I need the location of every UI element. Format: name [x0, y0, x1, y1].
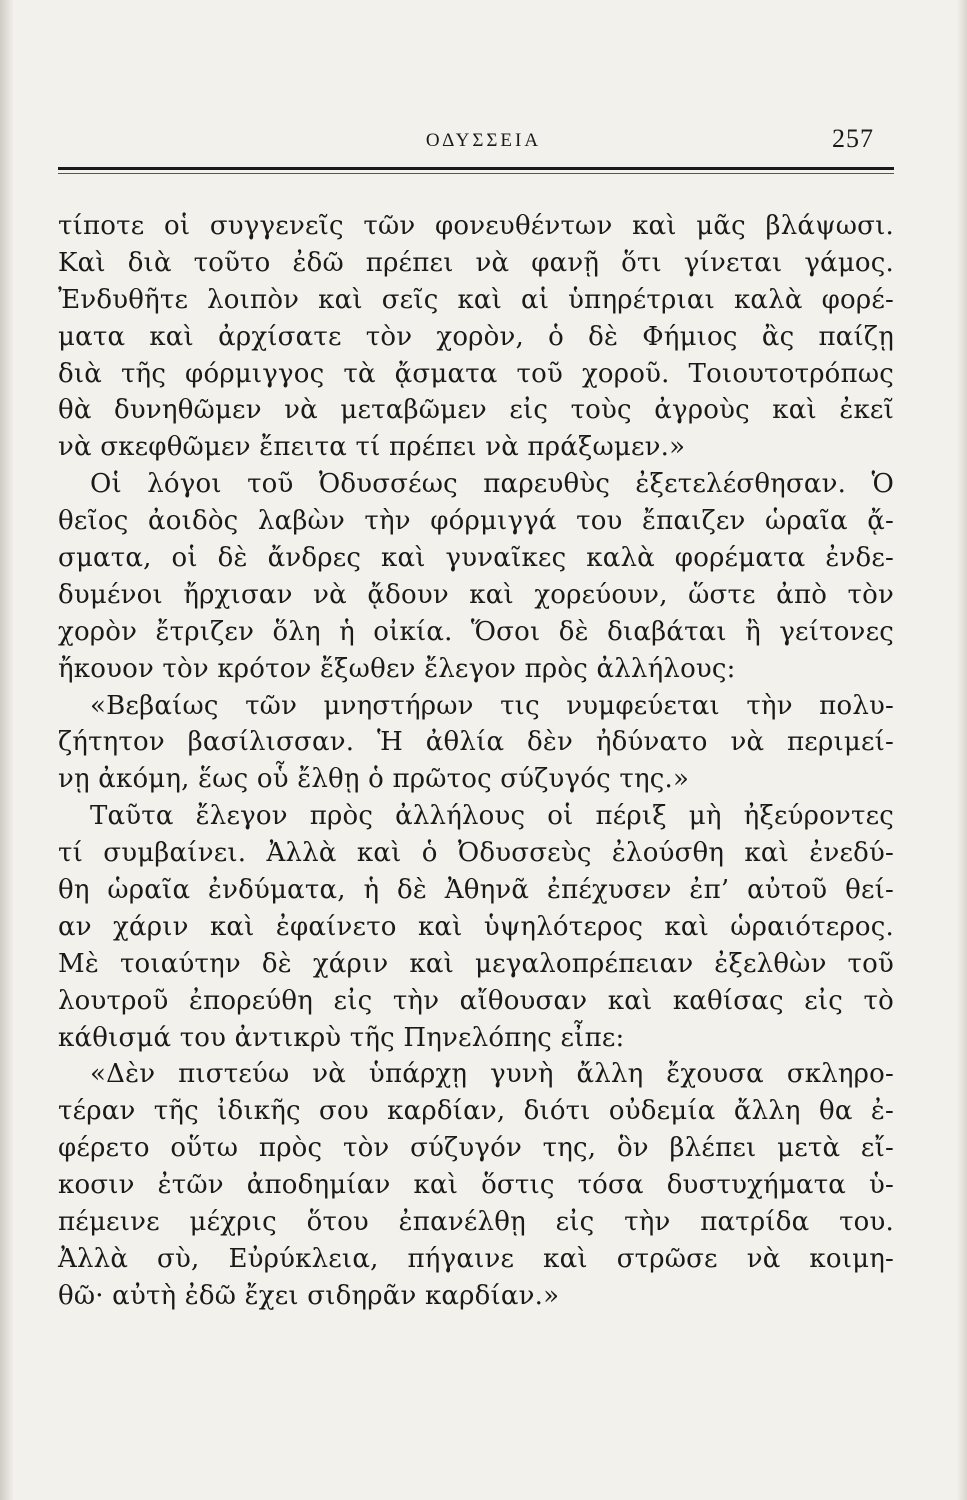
text-line: ματα καὶ ἀρχίσατε τὸν χορὸν, ὁ δὲ Φήμιος ἂς παίζῃ	[58, 321, 894, 352]
text-line: δυμένοι ἤρχισαν νὰ ᾄδουν καὶ χορεύουν, ὥστε ἀπὸ τὸν	[58, 579, 894, 610]
text-line: Ἀλλὰ σὺ, Εὐρύκλεια, πήγαινε καὶ στρῶσε νὰ κοιμη-	[58, 1243, 894, 1274]
text-line: αν χάριν καὶ ἐφαίνετο καὶ ὑψηλότερος καὶ ὡραιότερος.	[58, 911, 894, 942]
text-line: θη ὡραῖα ἐνδύματα, ἡ δὲ Ἀθηνᾶ ἐπέχυσεν ἐπ’ αὐτοῦ θεί-	[58, 875, 894, 906]
text-line: ζήτητον βασίλισσαν. Ἡ ἀθλία δὲν ἠδύνατο νὰ περιμεί-	[58, 727, 894, 758]
page-left-edge-shadow	[0, 0, 14, 1500]
text-line: διὰ τῆς φόρμιγγος τὰ ᾄσματα τοῦ χοροῦ. Τοιουτοτρόπως	[58, 358, 894, 389]
text-line: κάθισμά του ἀντικρὺ τῆς Πηνελόπης εἶπε:	[58, 1022, 625, 1053]
header-rule	[58, 167, 894, 170]
text-line: θὰ δυνηθῶμεν νὰ μεταβῶμεν εἰς τοὺς ἀγροὺς καὶ ἐκεῖ	[58, 395, 894, 426]
text-line: Καὶ διὰ τοῦτο ἐδῶ πρέπει νὰ φανῇ ὅτι γίνεται γάμος.	[58, 247, 894, 278]
text-line: τί συμβαίνει. Ἀλλὰ καὶ ὁ Ὀδυσσεὺς ἐλούσθη καὶ ἐνεδύ-	[58, 838, 894, 869]
body-text	[58, 208, 894, 1315]
text-line: «Δὲν πιστεύω νὰ ὑπάρχῃ γυνὴ ἄλλη ἔχουσα σκληρο-	[90, 1059, 894, 1090]
text-line: «Βεβαίως τῶν μνηστήρων τις νυμφεύεται τὴν πολυ-	[90, 690, 894, 721]
text-line: φέρετο οὕτω πρὸς τὸν σύζυγόν της, ὃν βλέπει μετὰ εἴ-	[58, 1133, 894, 1164]
text-line: τίποτε οἱ συγγενεῖς τῶν φονευθέντων καὶ μᾶς βλάψωσι.	[58, 211, 894, 241]
header-rule-thin	[58, 173, 894, 174]
text-line: κοσιν ἐτῶν ἀποδημίαν καὶ ὅστις τόσα δυστυχήματα ὑ-	[58, 1170, 894, 1201]
text-line: νὰ σκεφθῶμεν ἔπειτα τί πρέπει νὰ πράξωμεν.»	[58, 432, 686, 463]
text-line: νῃ ἀκόμη, ἕως οὗ ἔλθῃ ὁ πρῶτος σύζυγός της.»	[58, 764, 690, 795]
page-right-edge-shadow	[957, 0, 967, 1500]
page-number: 257	[832, 124, 874, 153]
text-line: θεῖος ἀοιδὸς λαβὼν τὴν φόρμιγγά του ἔπαιζεν ὡραῖα ᾄ-	[58, 506, 894, 537]
text-line: Μὲ τοιαύτην δὲ χάριν καὶ μεγαλοπρέπειαν ἐξελθὼν τοῦ	[58, 948, 894, 979]
text-line: Ταῦτα ἔλεγον πρὸς ἀλλήλους οἱ πέριξ μὴ ἠξεύροντες	[90, 801, 894, 832]
running-head-title: ΟΔΥΣΣΕΙΑ	[425, 130, 542, 151]
text-line: τέραν τῆς ἰδικῆς σου καρδίαν, διότι οὐδεμία ἄλλη θα ἐ-	[58, 1096, 894, 1127]
text-line: λουτροῦ ἐπορεύθη εἰς τὴν αἴθουσαν καὶ καθίσας εἰς τὸ	[58, 985, 894, 1016]
text-line: χορὸν ἔτριζεν ὅλη ἡ οἰκία. Ὅσοι δὲ διαβάται ἢ γείτονες	[58, 616, 894, 647]
text-line: Οἱ λόγοι τοῦ Ὀδυσσέως παρευθὺς ἐξετελέσθησαν. Ὁ	[90, 469, 894, 500]
text-line: Ἐνδυθῆτε λοιπὸν καὶ σεῖς καὶ αἱ ὑπηρέτριαι καλὰ φορέ-	[58, 284, 894, 315]
text-line: θῶ· αὐτὴ ἐδῶ ἔχει σιδηρᾶν καρδίαν.»	[58, 1280, 560, 1311]
text-line: ἤκουον τὸν κρότον ἔξωθεν ἔλεγον πρὸς ἀλλήλους:	[58, 653, 736, 684]
running-head	[0, 124, 967, 160]
text-line: πέμεινε μέχρις ὅτου ἐπανέλθῃ εἰς τὴν πατρίδα του.	[58, 1207, 894, 1238]
text-line: σματα, οἱ δὲ ἄνδρες καὶ γυναῖκες καλὰ φορέματα ἐνδε-	[58, 543, 894, 574]
